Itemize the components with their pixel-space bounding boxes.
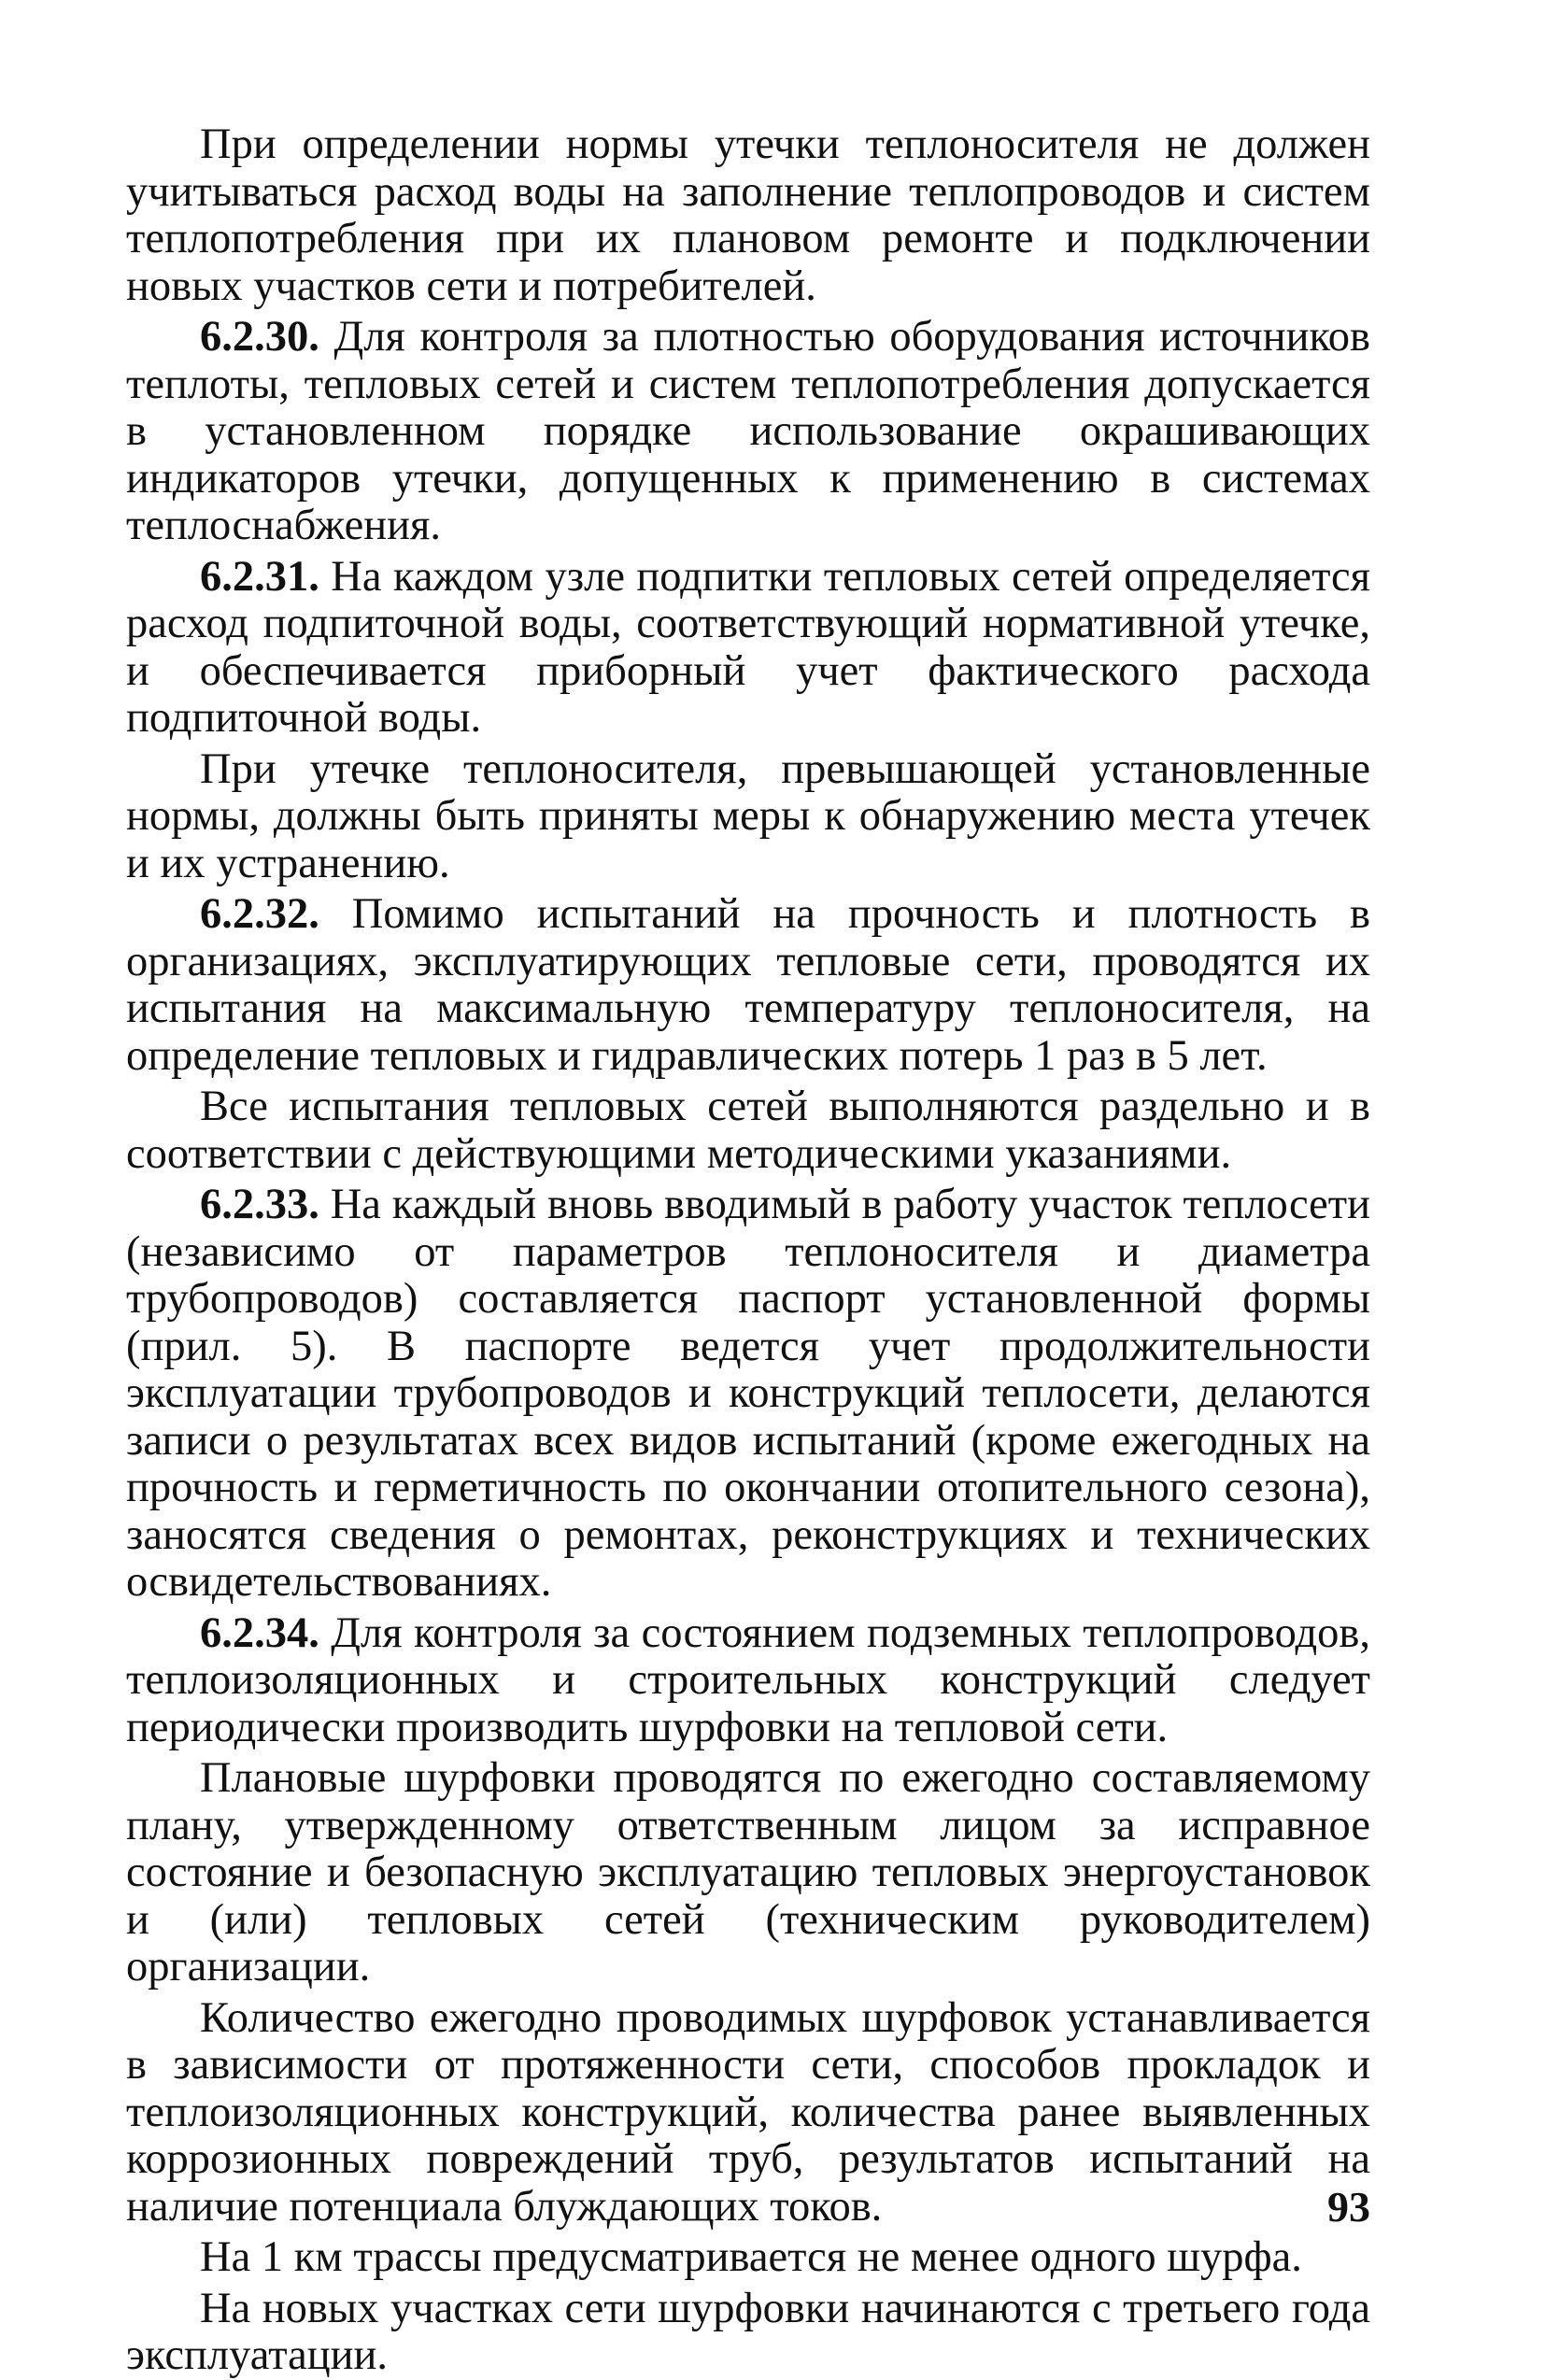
paragraph-text: Количество ежегодно проводимых шурфовок устанавливается в зависимости от протяженности сети, способов прокладок и теплоизоляционных конструкций, количества ранее выявленных коррозионных повреждений труб, результатов испытаний на наличие потенциала блуждающих токов. [126,1993,1370,2231]
paragraph-6-2-30 [126,314,1370,550]
paragraph-6-2-32 [126,891,1370,1080]
paragraph-text: При определении нормы утечки теплоносителя не должен учитываться расход воды на заполнение теплопроводов и систем теплопотребления при их плановом ремонте и подключении новых участков сети и потребителей. [126,120,1370,310]
paragraph-text: Для контроля за плотностью оборудования источников теплоты, тепловых сетей и систем теплопотребления допускается в установленном порядке использование окрашивающих индикаторов утечки, допущенных к применению в системах теплоснабжения. [126,313,1370,549]
paragraph-10 [126,1995,1370,2231]
clause-number: 6.2.30. [200,313,319,361]
paragraph-6 [126,1084,1370,1178]
paragraph-text: Плановые шурфовки проводятся по ежегодно составляемому плану, утвержденному ответственным лицом за исправное состояние и безопасную эксплуатацию тепловых энергоустановок и (или) тепловых сетей (техническим руководителем) организации. [126,1754,1370,1990]
paragraph-text: При утечке теплоносителя, превышающей установленные нормы, должны быть приняты меры к обнаружению места утечек и их устранению. [126,744,1370,887]
paragraph-text: На 1 км трассы предусматривается не менее одного шурфа. [200,2233,1302,2281]
clause-number: 6.2.32. [200,890,319,938]
paragraph-text: Все испытания тепловых сетей выполняются раздельно и в соответствии с действующими методическими указаниями. [126,1083,1370,1178]
paragraph-text: Для контроля за состоянием подземных теплопроводов, теплоизоляционных и строительных конструкций следует периодически производить шурфовки на тепловой сети. [126,1608,1370,1751]
clause-number: 6.2.31. [200,552,319,601]
clause-number: 6.2.34. [200,1608,319,1657]
paragraph-12 [126,2286,1370,2380]
paragraph-text: Помимо испытаний на прочность и плотность в организациях, эксплуатирующих тепловые сети, проводятся их испытания на максимальную температуру теплоносителя, на определение тепловых и гидравлических потерь 1 раз в 5 лет. [126,890,1370,1080]
paragraph-1 [126,121,1370,310]
paragraph-11 [126,2234,1370,2282]
paragraph-6-2-33 [126,1182,1370,1607]
paragraph-text: На новых участках сети шурфовки начинаются с третьего года эксплуатации. [126,2284,1370,2379]
paragraph-4 [126,746,1370,888]
clause-number: 6.2.33. [200,1181,319,1228]
page-number: 93 [1327,2183,1370,2231]
paragraph-6-2-31 [126,554,1370,743]
page-body [126,121,1370,2380]
paragraph-text: На каждом узле подпитки тепловых сетей определяется расход подпиточной воды, соответствующий нормативной утечке, и обеспечивается приборный учет фактического расхода подпиточной воды. [126,552,1370,742]
paragraph-text: На каждый вновь вводимый в работу участок теплосети (независимо от параметров теплоносителя и диаметра трубопроводов) составляется паспорт установленной формы (прил. 5). В паспорте ведется учет продолжительности эксплуатации трубопроводов и конструкций теплосети, делаются записи о результатах всех видов испытаний (кроме ежегодных на прочность и герметичность по окончании отопительного сезона), заносятся сведения о ремонтах, реконструкциях и технических освидетельствованиях. [126,1181,1370,1606]
paragraph-9 [126,1755,1370,1991]
paragraph-6-2-34 [126,1610,1370,1752]
